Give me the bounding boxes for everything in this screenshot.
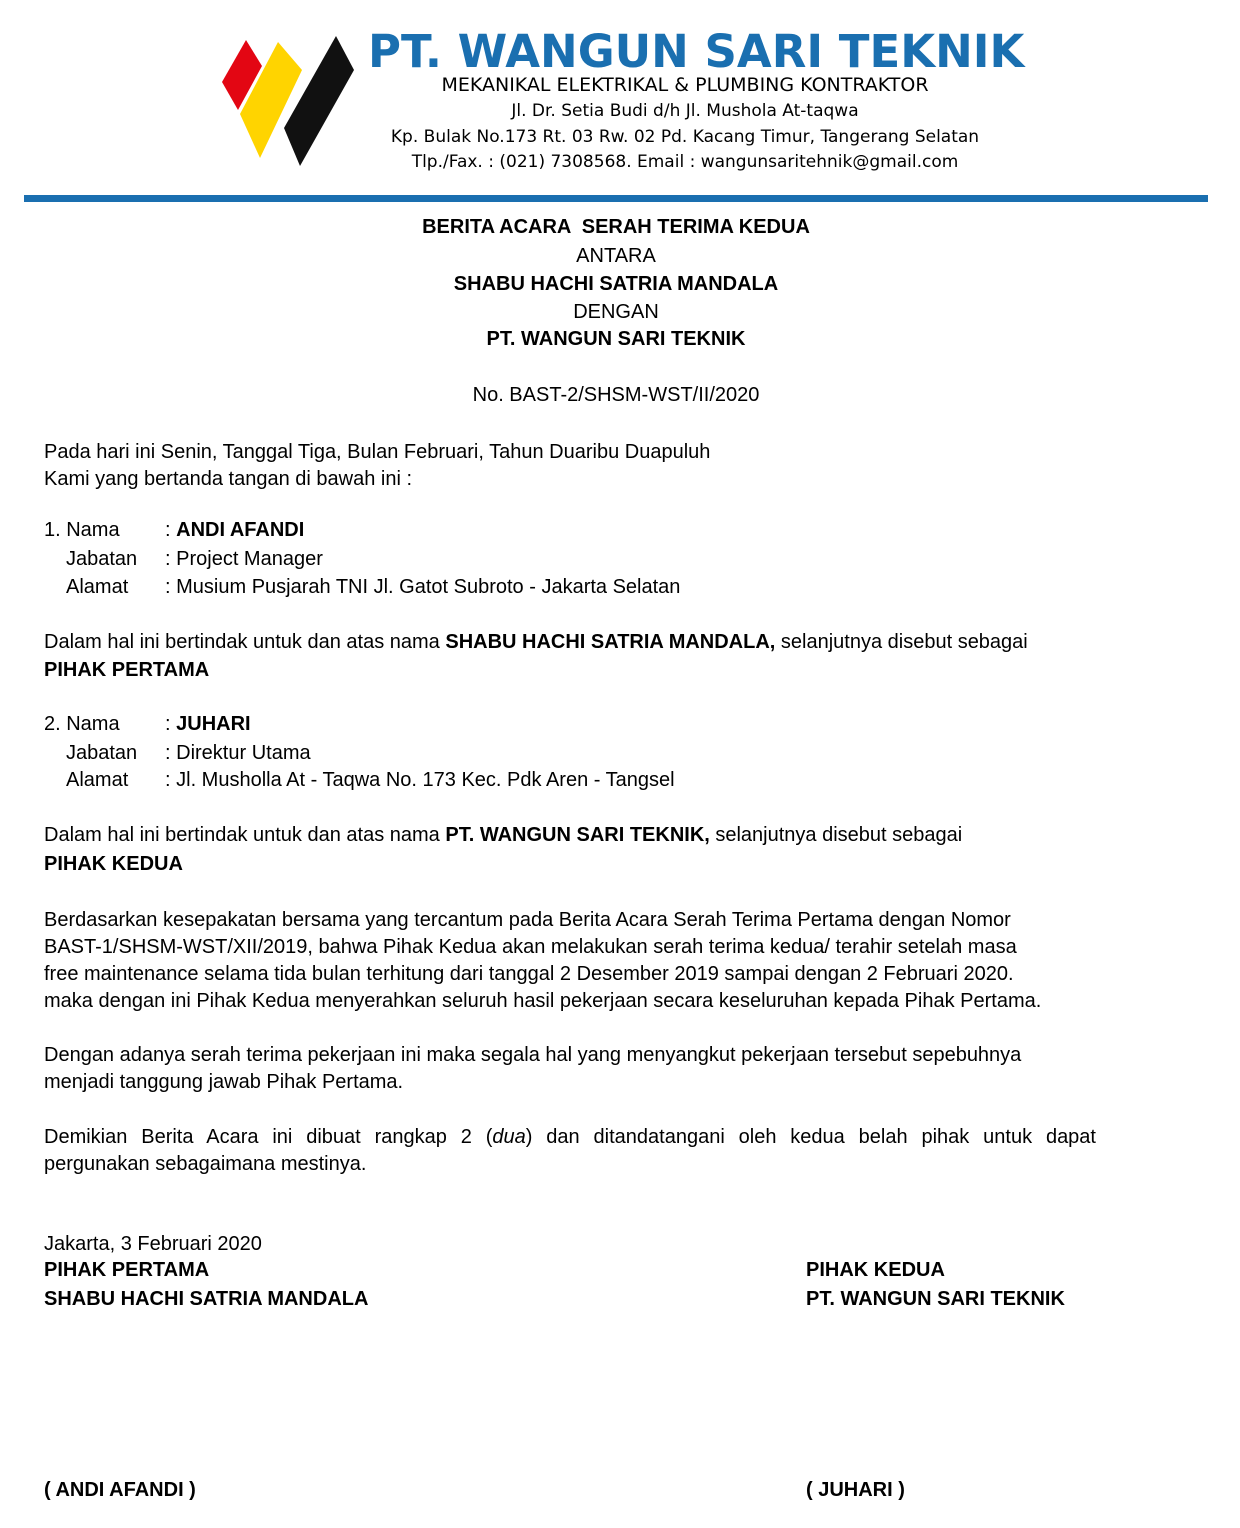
- party2-nama-label: 2. Nama: [44, 713, 120, 735]
- party2-jabatan-label: Jabatan: [66, 742, 138, 764]
- party2-role-suffix: selanjutnya disebut sebagai: [709, 824, 963, 846]
- doc-number: No. BAST-2/SHSM-WST/II/2020: [472, 384, 760, 406]
- paragraph1-line1: Berdasarkan kesepakatan bersama yang tercantum pada Berita Acara Serah Terima Pertama dengan Nomor: [44, 909, 1011, 931]
- party1-nama-label: 1. Nama: [44, 519, 120, 541]
- party1-alamat-row: [165, 576, 680, 599]
- header-rule: [24, 195, 1208, 202]
- paragraph3-line1-italic: dua: [492, 1126, 526, 1148]
- doc-title-antara: ANTARA: [576, 245, 656, 267]
- party1-role-suffix: selanjutnya disebut sebagai: [775, 631, 1028, 653]
- company-address-line1: Jl. Dr. Setia Budi d/h Jl. Mushola At-taqwa: [511, 101, 859, 121]
- signature-right-name: ( JUHARI ): [806, 1479, 905, 1501]
- party1-role-line: [44, 629, 1028, 656]
- signature-left-role: PIHAK PERTAMA: [44, 1259, 210, 1281]
- party2-alamat: Jl. Musholla At - Taqwa No. 173 Kec. Pdk Aren - Tangsel: [176, 769, 675, 791]
- signature-right-org: PT. WANGUN SARI TEKNIK: [806, 1288, 1065, 1310]
- colon: :: [165, 519, 177, 541]
- company-name: PT. WANGUN SARI TEKNIK: [368, 25, 1025, 78]
- party1-jabatan-label: Jabatan: [66, 548, 138, 570]
- paragraph3-line1: [44, 1124, 1096, 1151]
- signature-place-date: Jakarta, 3 Februari 2020: [44, 1233, 262, 1255]
- party2-role-org: PT. WANGUN SARI TEKNIK,: [445, 824, 710, 846]
- doc-title-dengan: DENGAN: [573, 301, 659, 323]
- signature-right-role: PIHAK KEDUA: [806, 1259, 945, 1281]
- party2-role-name: PIHAK KEDUA: [44, 853, 183, 875]
- paragraph2-line1: Dengan adanya serah terima pekerjaan ini maka segala hal yang menyangkut pekerjaan tersebut sepebuhnya: [44, 1044, 1022, 1066]
- signature-left-name: ( ANDI AFANDI ): [44, 1479, 196, 1501]
- doc-title-party2: PT. WANGUN SARI TEKNIK: [486, 328, 746, 350]
- company-contact: Tlp./Fax. : (021) 7308568. Email : wangunsaritehnik@gmail.com: [411, 152, 959, 172]
- party2-nama: JUHARI: [176, 713, 251, 735]
- signature-left-org: SHABU HACHI SATRIA MANDALA: [44, 1288, 369, 1310]
- intro-line1: Pada hari ini Senin, Tanggal Tiga, Bulan Februari, Tahun Duaribu Duapuluh: [44, 441, 711, 463]
- party1-role-org: SHABU HACHI SATRIA MANDALA,: [445, 631, 776, 653]
- party2-alamat-row: [165, 769, 675, 792]
- colon: :: [165, 742, 177, 764]
- company-address-line2: Kp. Bulak No.173 Rt. 03 Rw. 02 Pd. Kacang Timur, Tangerang Selatan: [390, 127, 980, 147]
- party2-jabatan: Direktur Utama: [176, 742, 311, 764]
- paragraph3-line1-a: Demikian Berita Acara ini dibuat rangkap 2 (: [44, 1126, 493, 1148]
- company-logo: [218, 30, 358, 170]
- doc-title-party1: SHABU HACHI SATRIA MANDALA: [453, 273, 779, 295]
- party1-role-name: PIHAK PERTAMA: [44, 659, 210, 681]
- colon: :: [165, 769, 177, 791]
- party1-alamat-label: Alamat: [66, 576, 129, 598]
- party1-role-prefix: Dalam hal ini bertindak untuk dan atas nama: [44, 631, 446, 653]
- party1-jabatan-row: [165, 548, 323, 571]
- paragraph3-line2: pergunakan sebagaimana mestinya.: [44, 1153, 367, 1175]
- paragraph1-line4: maka dengan ini Pihak Kedua menyerahkan seluruh hasil pekerjaan secara keseluruhan kepada Pihak Pertama.: [44, 990, 1042, 1012]
- intro-line2: Kami yang bertanda tangan di bawah ini :: [44, 468, 413, 490]
- party2-role-prefix: Dalam hal ini bertindak untuk dan atas nama: [44, 824, 446, 846]
- logo-black-bar: [284, 36, 354, 166]
- party2-role-line: [44, 822, 962, 849]
- party1-nama-row: [165, 519, 304, 542]
- party2-alamat-label: Alamat: [66, 769, 129, 791]
- party2-nama-row: [165, 713, 251, 736]
- paragraph1-line2: BAST-1/SHSM-WST/XII/2019, bahwa Pihak Kedua akan melakukan serah terima kedua/ terahir setelah masa: [44, 936, 1017, 958]
- party1-alamat: Musium Pusjarah TNI Jl. Gatot Subroto - Jakarta Selatan: [176, 576, 681, 598]
- colon: :: [165, 548, 177, 570]
- colon: :: [165, 576, 177, 598]
- paragraph3-line1-b: ) dan ditandatangani oleh kedua belah pihak untuk dapat: [525, 1126, 1096, 1148]
- colon: :: [165, 713, 177, 735]
- party2-jabatan-row: [165, 742, 311, 765]
- party1-jabatan: Project Manager: [176, 548, 323, 570]
- paragraph2-line2: menjadi tanggung jawab Pihak Pertama.: [44, 1071, 404, 1093]
- party1-nama: ANDI AFANDI: [176, 519, 305, 541]
- company-subtitle: MEKANIKAL ELEKTRIKAL & PLUMBING KONTRAKTOR: [441, 74, 929, 96]
- doc-title: BERITA ACARA SERAH TERIMA KEDUA: [422, 216, 810, 238]
- paragraph1-line3: free maintenance selama tida bulan terhitung dari tanggal 2 Desember 2019 sampai dengan 2 Februari 2020.: [44, 963, 1014, 985]
